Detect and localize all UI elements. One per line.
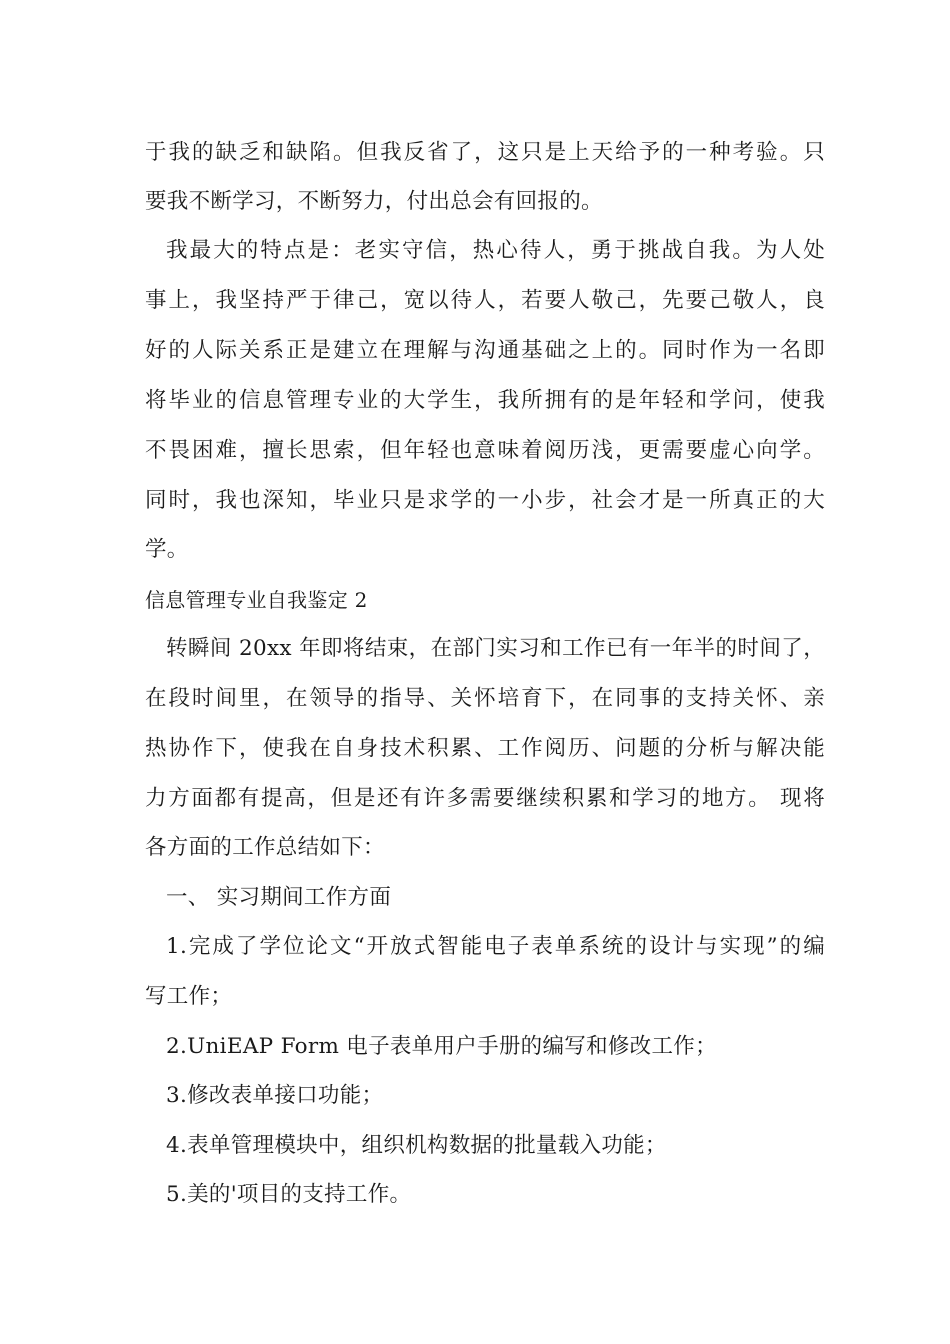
list-item: 3.修改表单接口功能； <box>166 1083 384 1108</box>
paragraph-line: 好的人际关系正是建立在理解与沟通基础之上的。同时作为一名即 <box>145 338 825 363</box>
list-item: 4.表单管理模块中，组织机构数据的批量载入功能； <box>166 1133 667 1158</box>
paragraph-line: 转瞬间 20xx 年即将结束，在部门实习和工作已有一年半的时间了， <box>166 636 825 661</box>
list-heading: 一、 实习期间工作方面 <box>166 885 392 910</box>
list-item: 1.完成了学位论文“开放式智能电子表单系统的设计与实现”的编 <box>166 934 825 959</box>
paragraph-line: 各方面的工作总结如下： <box>145 835 385 860</box>
paragraph-line: 学。 <box>145 537 189 562</box>
paragraph-line: 不畏困难，擅长思索，但年轻也意味着阅历浅，更需要虚心向学。 <box>145 438 825 463</box>
list-item-continuation: 写工作； <box>145 984 233 1009</box>
paragraph-line: 我最大的特点是：老实守信，热心待人，勇于挑战自我。为人处 <box>166 238 825 263</box>
paragraph-line: 热协作下，使我在自身技术积累、工作阅历、问题的分析与解决能 <box>145 736 825 761</box>
paragraph-line: 力方面都有提高，但是还有许多需要继续积累和学习的地方。 现将 <box>145 786 825 811</box>
list-item: 2.UniEAP Form 电子表单用户手册的编写和修改工作； <box>166 1034 717 1059</box>
paragraph-line: 在段时间里，在领导的指导、关怀培育下，在同事的支持关怀、亲 <box>145 686 825 711</box>
paragraph-line: 事上，我坚持严于律己，宽以待人，若要人敬己，先要己敬人，良 <box>145 288 825 313</box>
paragraph-line: 同时，我也深知，毕业只是求学的一小步，社会才是一所真正的大 <box>145 488 825 513</box>
paragraph-line: 于我的缺乏和缺陷。但我反省了，这只是上天给予的一种考验。只 <box>145 140 825 165</box>
paragraph-line: 将毕业的信息管理专业的大学生，我所拥有的是年轻和学问，使我 <box>145 388 825 413</box>
list-item: 5.美的'项目的支持工作。 <box>166 1182 412 1207</box>
paragraph-line: 要我不断学习，不断努力，付出总会有回报的。 <box>145 189 603 214</box>
section-heading: 信息管理专业自我鉴定 2 <box>145 588 368 612</box>
